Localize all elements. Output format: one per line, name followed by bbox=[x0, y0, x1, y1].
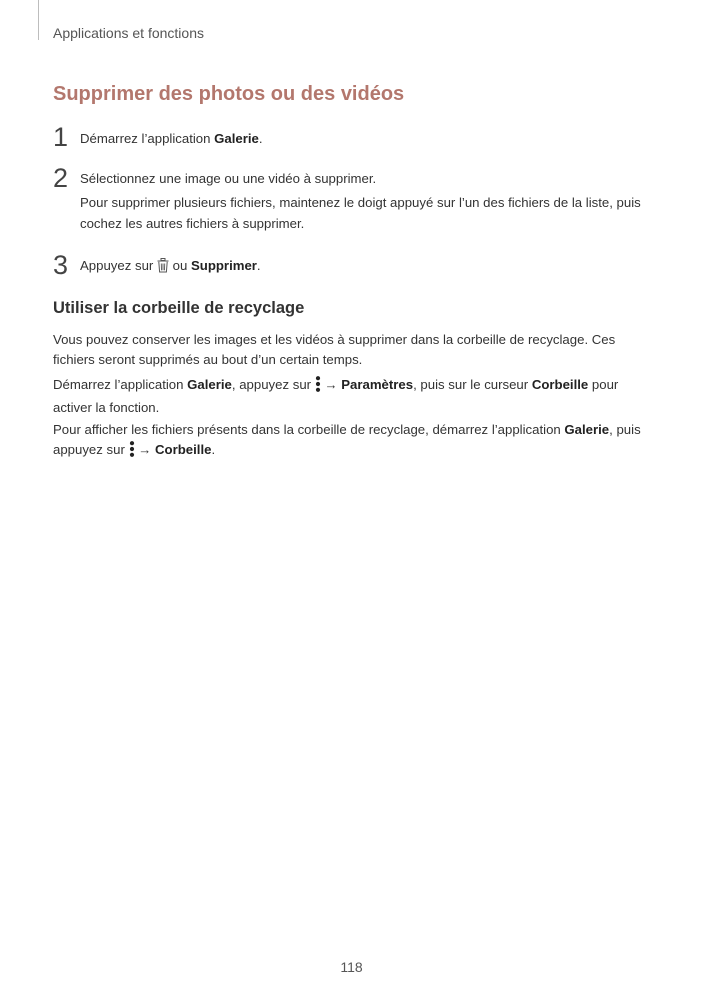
subsection-title: Utiliser la corbeille de recyclage bbox=[53, 299, 305, 317]
trash-icon bbox=[157, 258, 169, 279]
arrow-text: → bbox=[320, 377, 342, 392]
step-number: 2 bbox=[53, 163, 69, 193]
step-body bbox=[80, 168, 650, 234]
text-pre: Démarrez l’application bbox=[53, 377, 188, 392]
step-text-mid: ou bbox=[168, 258, 191, 273]
app-name-galerie: Galerie bbox=[564, 422, 610, 437]
recycle-view-instructions bbox=[53, 420, 648, 463]
text-mid: , appuyez sur bbox=[231, 377, 315, 392]
step-body bbox=[80, 255, 650, 279]
step-text bbox=[80, 128, 650, 149]
step-body bbox=[80, 128, 650, 149]
app-name-galerie: Galerie bbox=[214, 131, 259, 146]
text-post: . bbox=[211, 442, 216, 457]
delete-label: Supprimer bbox=[190, 258, 257, 273]
text-pre: Pour afficher les fichiers présents dans la corbeille de recyclage, démarrez l’application bbox=[53, 422, 565, 437]
text-mid: , puis appuyez sur bbox=[53, 422, 641, 457]
margin-rule bbox=[38, 0, 39, 40]
text-mid: , puis sur le curseur bbox=[413, 377, 532, 392]
step-text bbox=[80, 255, 650, 279]
step-text-pre: Appuyez sur bbox=[80, 258, 157, 273]
arrow-text: → bbox=[134, 442, 156, 457]
section-title: Supprimer des photos ou des vidéos bbox=[53, 83, 405, 105]
step-text-pre: Démarrez l’application bbox=[80, 131, 215, 146]
app-name-galerie: Galerie bbox=[187, 377, 232, 392]
step-note: Pour supprimer plusieurs fichiers, maintenez le doigt appuyé sur l’un des fichiers de la liste, puis cochez les autres fichiers à supprimer. bbox=[80, 195, 641, 231]
step-number: 3 bbox=[53, 250, 69, 280]
text-post: pour activer la fonction. bbox=[53, 377, 619, 415]
page-number: 118 bbox=[340, 959, 363, 975]
step-number: 1 bbox=[53, 122, 69, 152]
running-header: Applications et fonctions bbox=[53, 25, 204, 41]
recycle-enable-instructions bbox=[53, 375, 648, 418]
settings-label: Paramètres bbox=[341, 377, 414, 392]
recycle-bin-switch-label: Corbeille bbox=[531, 377, 589, 392]
step-text-post: . bbox=[258, 131, 263, 146]
recycle-bin-label: Corbeille bbox=[155, 442, 212, 457]
step-text-post: . bbox=[256, 258, 261, 273]
step-text: Sélectionnez une image ou une vidéo à supprimer. bbox=[80, 171, 377, 186]
recycle-intro: Vous pouvez conserver les images et les vidéos à supprimer dans la corbeille de recyclage. Ces fichiers seront supprimés au bout d’un certain temps. bbox=[53, 332, 616, 367]
